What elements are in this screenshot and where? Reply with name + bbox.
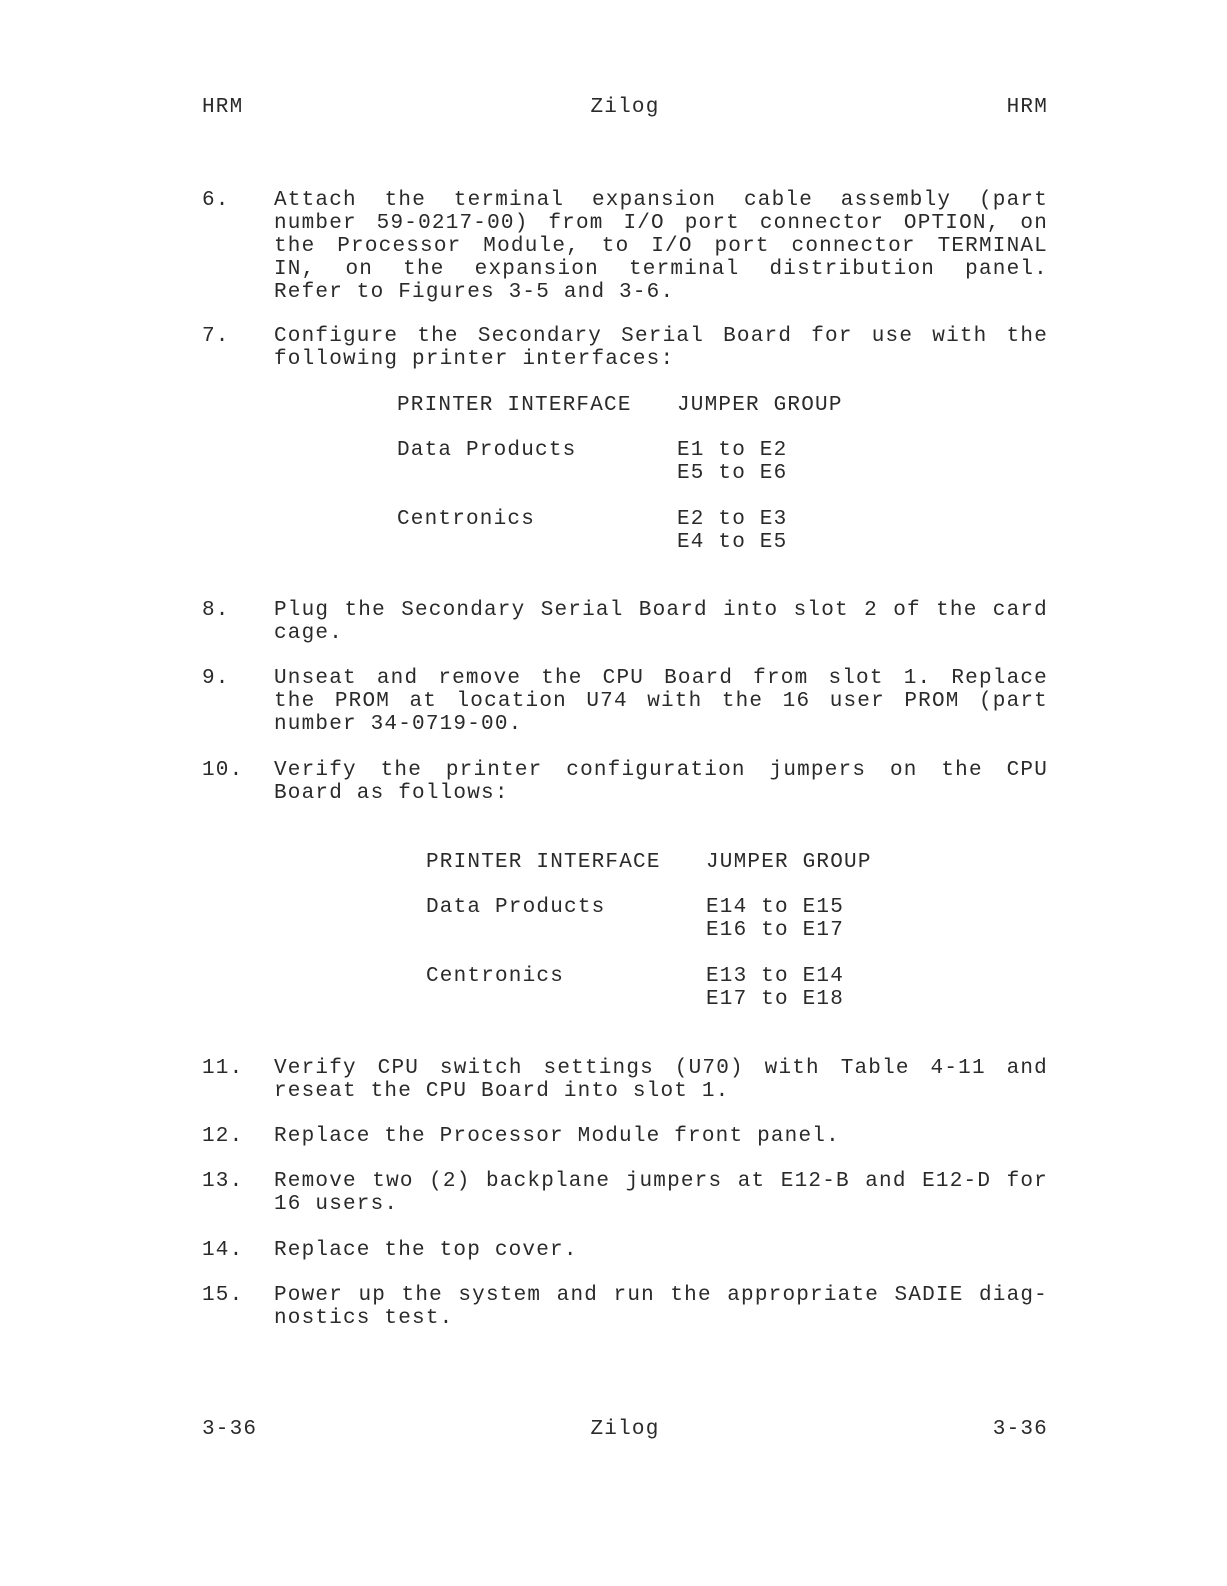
footer-left: 3-36 xyxy=(202,1418,258,1441)
step-line: cage. xyxy=(274,622,344,645)
step-15 xyxy=(202,1284,1048,1330)
table-header-interface: PRINTER INTERFACE xyxy=(426,851,661,874)
step-line: reseat the CPU Board into slot 1. xyxy=(274,1080,730,1103)
step-14 xyxy=(202,1239,1048,1262)
step-number: 13. xyxy=(202,1170,244,1193)
step-number: 7. xyxy=(202,325,230,348)
header-left: HRM xyxy=(202,96,244,119)
step-line: Power up the system and run the appropriate SADIE diag- xyxy=(274,1284,1048,1307)
step-number: 12. xyxy=(202,1125,244,1148)
step-number: 6. xyxy=(202,189,230,212)
table-cell-jumper: E2 to E3 xyxy=(677,508,788,531)
step-line: 16 users. xyxy=(274,1193,399,1216)
step-10 xyxy=(202,759,1048,805)
step-line: following printer interfaces: xyxy=(274,348,675,371)
step-line: Replace the Processor Module front panel. xyxy=(274,1125,840,1148)
footer-right: 3-36 xyxy=(992,1418,1048,1441)
header-right: HRM xyxy=(1006,96,1048,119)
step-line: Replace the top cover. xyxy=(274,1239,578,1262)
step-line: nostics test. xyxy=(274,1307,454,1330)
table-cell-jumper: E17 to E18 xyxy=(706,988,845,1011)
step-line: Configure the Secondary Serial Board for use with the xyxy=(274,325,1048,348)
page-footer xyxy=(202,1418,1048,1446)
table-header-jumpers: JUMPER GROUP xyxy=(677,394,843,417)
step-6 xyxy=(202,189,1048,304)
step-number: 15. xyxy=(202,1284,244,1307)
step-number: 11. xyxy=(202,1057,244,1080)
step-line: IN, on the expansion terminal distribution panel. xyxy=(274,258,1048,281)
step-line: the PROM at location U74 with the 16 user PROM (part xyxy=(274,690,1048,713)
table-cell-interface: Centronics xyxy=(397,508,536,531)
step-line: the Processor Module, to I/O port connector TERMINAL xyxy=(274,235,1048,258)
header-center: Zilog xyxy=(590,96,660,119)
step-line: Board as follows: xyxy=(274,782,509,805)
step-line: Unseat and remove the CPU Board from slot 1. Replace xyxy=(274,667,1048,690)
table-cell-interface: Data Products xyxy=(397,439,577,462)
step-11 xyxy=(202,1057,1048,1103)
footer-center: Zilog xyxy=(590,1418,660,1441)
step-7 xyxy=(202,325,1048,371)
step-line: Plug the Secondary Serial Board into slot 2 of the card xyxy=(274,599,1048,622)
table-cell-interface: Data Products xyxy=(426,896,606,919)
step-8 xyxy=(202,599,1048,645)
step-12 xyxy=(202,1125,1048,1148)
table-cell-jumper: E14 to E15 xyxy=(706,896,845,919)
step-line: Verify the printer configuration jumpers on the CPU xyxy=(274,759,1048,782)
table-cell-jumper: E13 to E14 xyxy=(706,965,845,988)
table-cell-jumper: E5 to E6 xyxy=(677,462,788,485)
table-cell-jumper: E1 to E2 xyxy=(677,439,788,462)
table-header-jumpers: JUMPER GROUP xyxy=(706,851,872,874)
step-13 xyxy=(202,1170,1048,1216)
step-number: 14. xyxy=(202,1239,244,1262)
step-line: number 34-0719-00. xyxy=(274,713,523,736)
table-header-interface: PRINTER INTERFACE xyxy=(397,394,632,417)
step-line: Remove two (2) backplane jumpers at E12-B and E12-D for xyxy=(274,1170,1048,1193)
step-9 xyxy=(202,667,1048,736)
table-cell-jumper: E4 to E5 xyxy=(677,531,788,554)
step-number: 10. xyxy=(202,759,244,782)
page-header xyxy=(202,96,1048,124)
step-line: Refer to Figures 3-5 and 3-6. xyxy=(274,281,675,304)
step-line: number 59-0217-00) from I/O port connector OPTION, on xyxy=(274,212,1048,235)
step-line: Verify CPU switch settings (U70) with Table 4-11 and xyxy=(274,1057,1048,1080)
table-cell-interface: Centronics xyxy=(426,965,565,988)
jumper-table-cpu-board xyxy=(426,851,906,1021)
step-number: 8. xyxy=(202,599,230,622)
jumper-table-serial-board xyxy=(397,394,877,564)
table-cell-jumper: E16 to E17 xyxy=(706,919,845,942)
step-number: 9. xyxy=(202,667,230,690)
step-line: Attach the terminal expansion cable assembly (part xyxy=(274,189,1048,212)
